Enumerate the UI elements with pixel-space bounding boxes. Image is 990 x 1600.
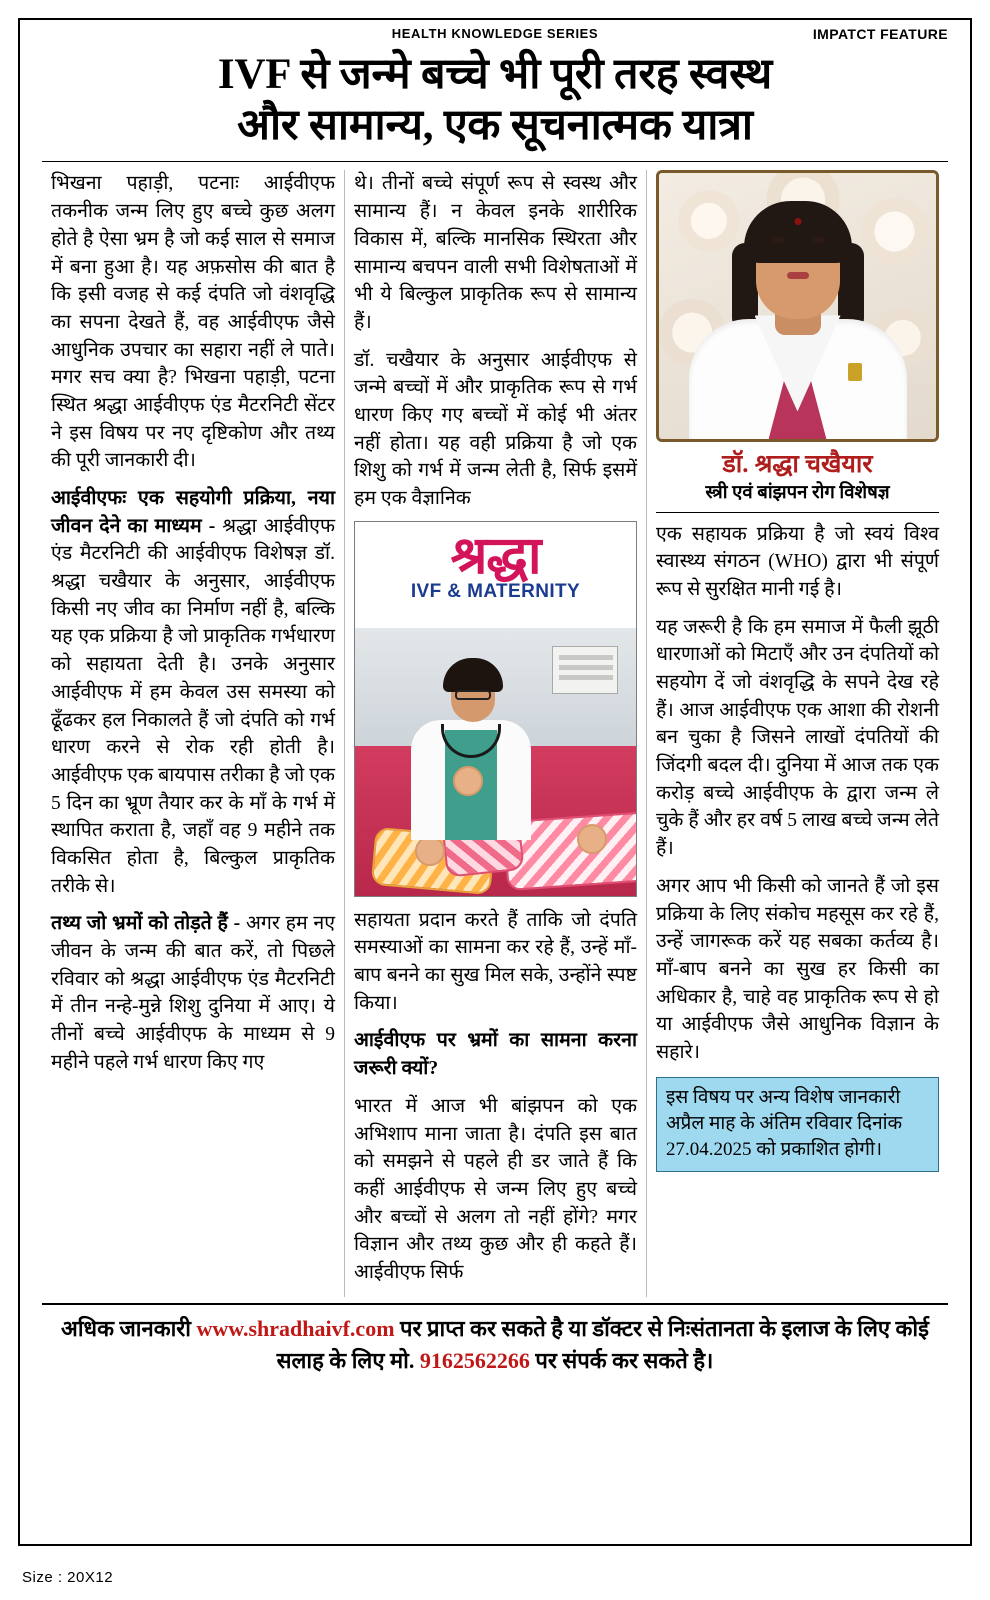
phone-label: मो. <box>390 1347 415 1373</box>
column-divider <box>656 512 939 513</box>
doctor-specialty: स्त्री एवं बांझपन रोग विशेषज्ञ <box>705 483 890 504</box>
paragraph: सहायता प्रदान करते हैं ताकि जो दंपति समस्याओं का सामना कर रहे हैं, उन्हें माँ-बाप बनने का सुख मिल सके, उन्होंने स्पष्ट किया। <box>354 909 637 1014</box>
doctor-white-coat <box>689 319 907 439</box>
paragraph-lead: तथ्य जो भ्रमों को तोड़ते हैं - <box>51 913 241 935</box>
paragraph: डॉ. चखैयार के अनुसार आईवीएफ से जन्मे बच्चों में और प्राकृतिक रूप से गर्भ धारण किए गए बच्चों में कोई भी अंतर नहीं होता। यह वही प्रक्रिया है जो एक शिशु को गर्भ में जन्म लेती है, सिर्फ इसमें हम एक वैज्ञानिक <box>354 349 637 510</box>
section-subheading: आईवीएफ पर भ्रमों का सामना करना जरूरी क्यों? <box>354 1030 637 1080</box>
footer-text-3: पर संपर्क कर सकते है। <box>529 1347 714 1373</box>
column-3 <box>646 170 948 1296</box>
doctor-eye-right <box>812 237 824 243</box>
clinic-brand-subtitle: IVF & MATERNITY <box>410 580 581 602</box>
headline-line-2: और सामान्य, एक सूचनात्मक यात्रा <box>237 101 753 149</box>
headline-line-1: IVF से जन्मे बच्चे भी पूरी तरह स्वस्थ <box>217 51 773 98</box>
clinic-brand-name: श्रद्धा <box>450 527 541 585</box>
newborn-baby <box>577 824 607 854</box>
bindi-icon <box>794 218 801 225</box>
headline-divider <box>42 161 948 162</box>
doctor-eye-left <box>772 237 784 243</box>
paragraph-lead: आईवीएफः एक सहयोगी प्रक्रिया, नया जीवन देने का माध्यम - <box>51 488 335 537</box>
kicker-row <box>42 26 948 48</box>
paragraph: भारत में आज भी बांझपन को एक अभिशाप माना जाता है। दंपति इस बात को समझने से पहले ही डर जाते हैं कि कहीं आईवीएफ से जन्म लिए हुए बच्चे और बच्चों से अलग तो नहीं होंगे? मगर विज्ञान और तथ्य कुछ और ही कहते हैं। आईवीएफ सिर्फ <box>354 1095 637 1283</box>
clinic-logo <box>355 522 636 628</box>
clinic-advert-image <box>354 521 637 897</box>
name-badge-icon <box>848 363 862 381</box>
paragraph: यह जरूरी है कि हम समाज में फैली झूठी धारणाओं को मिटाएँ और उन दंपतियों को सहयोग दें जो वंशवृद्धि के सपने देख रहे हैं। आज आईवीएफ एक आशा की रोशनी बन चुका है जिसने लाखों दंपतियों की जिंदगी बदल दी। दुनिया में आज तक एक करोड़ बच्चे आईवीएफ के द्वारा जन्म ले चुके हैं और हर वर्ष 5 लाख बच्चे जन्म लेते हैं। <box>656 616 939 860</box>
website-link[interactable]: www.shradhaivf.com <box>196 1315 395 1341</box>
feature-kicker: IMPATCT FEATURE <box>812 26 948 42</box>
newborn-baby <box>415 836 445 866</box>
paragraph-text: श्रद्धा आईवीएफ एंड मैटरनिटी की आईवीएफ विशेषज्ञ डॉ. श्रद्धा चखैयार के अनुसार, आईवीएफ किसी नए जीव का निर्माण नहीं है, बल्कि यह एक प्रक्रिया है जो प्राकृतिक गर्भधारण को सहायता देती है। उनके अनुसार आईवीएफ में हम केवल उस समस्या को ढूँढकर हल निकालते हैं जो दंपति को गर्भ धारण करने से रोक रही होती है। आईवीएफ एक बायपास तरीका है जो एक 5 दिन का भ्रूण तैयार कर के माँ के गर्भ में स्थापित कराता है, जहाँ वह 9 महीने तक विकसित होता है, बिल्कुल प्राकृतिक तरीके से। <box>51 515 335 897</box>
paragraph-with-lead <box>51 485 335 900</box>
doctor-name: डॉ. श्रद्धा चखैयार <box>722 451 873 479</box>
footer-text-2: पर प्राप्त कर सकते है या डॉक्टर से निःसंतानता के इलाज के लिए कोई सलाह के लिए <box>276 1315 929 1373</box>
page-title <box>46 50 944 151</box>
ad-size-note: Size : 20X12 <box>22 1569 114 1586</box>
paragraph: भिखना पहाड़ी, पटनाः आईवीएफ तकनीक जन्म लिए हुए बच्चे कुछ अलग होते है ऐसा भ्रम है जो कई साल से समाज में बना हुआ है। यह अफ़सोस की बात है कि इसी वजह से कई दंपति जो वंशवृद्धि का सपना देखते हैं, वह आईवीएफ जैसे आधुनिक उपचार का सहारा नहीं ले पाते। मगर सच क्या है? भिखना पहाड़ी, पटना स्थित श्रद्धा आईवीएफ एंड मैटरनिटी सेंटर ने इस विषय पर नए दृष्टिकोण और तथ्य की पूरी जानकारी दी। <box>51 173 335 472</box>
glasses-icon <box>455 690 491 700</box>
article-columns <box>42 170 948 1296</box>
announcement-text: इस विषय पर अन्य विशेष जानकारी अप्रैल माह के अंतिम रविवार दिनांक 27.04.2025 को प्रकाशित होगी। <box>666 1086 903 1161</box>
paragraph: अगर आप भी किसी को जानते हैं जो इस प्रक्रिया के लिए संकोच महसूस कर रहे हैं, उन्हें जागरूक करें यह सबका कर्तव्य है। माँ-बाप बनने का सुख हर किसी का अधिकार है, चाहे वह प्राकृतिक रूप से हो या आईवीएफ जैसे आधुनिक विज्ञान के सहारे। <box>656 875 939 1063</box>
paragraph: थे। तीनों बच्चे संपूर्ण रूप से स्वस्थ और सामान्य हैं। न केवल इनके शारीरिक विकास में, बल्कि मानसिक स्थिरता और सामान्य बचपन वाली सभी विशेषताओं में भी ये बिल्कुल प्राकृतिक रूप से सामान्य हैं। <box>354 173 637 333</box>
paragraph: एक सहायक प्रक्रिया है जो स्वयं विश्व स्वास्थ्य संगठन (WHO) द्वारा भी संपूर्ण रूप से सुरक्षित मानी गई है। <box>656 523 939 600</box>
doctor-portrait-photo <box>656 170 939 442</box>
doctor-in-photo <box>411 650 531 840</box>
clinic-photo <box>355 628 636 896</box>
paragraph-text: अगर हम नए जीवन के जन्म की बात करें, तो पिछले रविवार को श्रद्धा आईवीएफ एंड मैटरनिटी में तीन नन्हे-मुन्ने शिशु दुनिया में आए। ये तीनों बच्चे आईवीएफ के माध्यम से 9 महीने पहले गर्भ धारण किए गए <box>51 913 335 1073</box>
doctor-lips <box>787 272 809 279</box>
announcement-box <box>656 1077 939 1173</box>
column-2 <box>344 170 646 1296</box>
paragraph-with-lead <box>51 910 335 1076</box>
doctor-hair <box>443 658 503 692</box>
doctor-figure <box>688 224 908 439</box>
phone-number[interactable]: 9162562266 <box>419 1347 530 1373</box>
footer-contact-strip <box>44 1305 946 1383</box>
series-kicker: HEALTH KNOWLEDGE SERIES <box>391 26 599 41</box>
newborn-baby <box>453 766 483 796</box>
wall-panel-icon <box>552 646 618 694</box>
footer-text-1: अधिक जानकारी <box>61 1315 197 1341</box>
column-1 <box>42 170 344 1296</box>
